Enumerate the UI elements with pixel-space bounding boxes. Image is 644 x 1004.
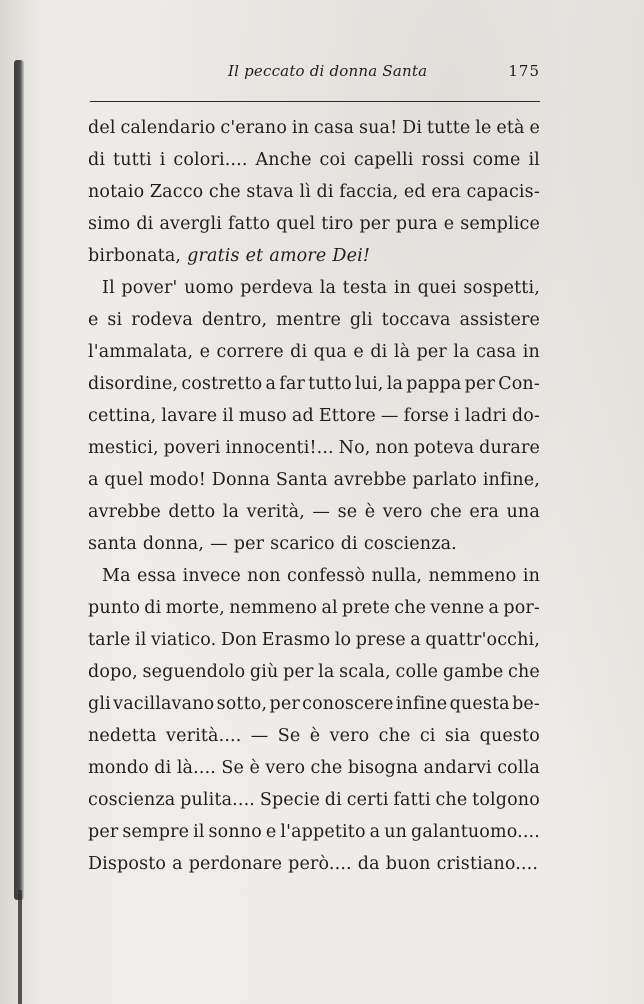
text-line: Disposto a perdonare però.... da buon cristiano.... bbox=[88, 854, 539, 874]
text-line: mondo di là.... Se è vero che bisogna andarvi colla bbox=[88, 758, 540, 778]
page-binding-shadow bbox=[14, 60, 24, 900]
text-line: mestici, poveri innocenti!... No, non poteva durare bbox=[88, 438, 540, 458]
running-title: Il peccato di donna Santa bbox=[228, 62, 428, 80]
text-line: Il pover' uomo perdeva la testa in quei sospetti, bbox=[102, 278, 540, 298]
text-line: coscienza pulita.... Specie di certi fatti che tolgono bbox=[88, 790, 540, 810]
text-line: dopo, seguendolo giù per la scala, colle gambe che bbox=[88, 662, 540, 682]
paragraph bbox=[88, 272, 540, 560]
text-line: tarle il viatico. Don Erasmo lo prese a quattr'occhi, bbox=[88, 630, 540, 650]
text-line: notaio Zacco che stava lì di faccia, ed era capacis- bbox=[88, 182, 540, 202]
text-line: del calendario c'erano in casa sua! Di tutte le età e bbox=[88, 118, 540, 138]
paragraph bbox=[88, 560, 540, 880]
page-number: 175 bbox=[508, 62, 540, 80]
body-text bbox=[88, 112, 540, 880]
text-line: a quel modo! Donna Santa avrebbe parlato infine, bbox=[88, 470, 540, 490]
text-line: simo di avergli fatto quel tiro per pura e semplice bbox=[88, 214, 540, 234]
text-line: per sempre il sonno e l'appetito a un galantuomo.... bbox=[88, 822, 540, 842]
page-binding-edge bbox=[18, 890, 22, 1004]
text-line: Ma essa invece non confessò nulla, nemmeno in bbox=[102, 566, 540, 586]
header-rule bbox=[90, 101, 540, 102]
text-line: punto di morte, nemmeno al prete che venne a por- bbox=[88, 598, 540, 618]
text-line: e si rodeva dentro, mentre gli toccava assistere bbox=[88, 310, 540, 330]
text-line: disordine, costretto a far tutto lui, la pappa per Con- bbox=[88, 374, 540, 394]
text-line: birbonata, gratis et amore Dei! bbox=[88, 246, 371, 266]
text-line: di tutti i colori.... Anche coi capelli rossi come il bbox=[88, 150, 540, 170]
text-line: santa donna, — per scarico di coscienza. bbox=[88, 534, 457, 554]
page-header bbox=[90, 60, 540, 90]
text-line: cettina, lavare il muso ad Ettore — forse i ladri do- bbox=[88, 406, 540, 426]
text-line: l'ammalata, e correre di qua e di là per la casa in bbox=[88, 342, 540, 362]
text-line: gli vacillavano sotto, per conoscere infine questa be- bbox=[88, 694, 540, 714]
paragraph bbox=[88, 112, 540, 272]
text-line: nedetta verità.... — Se è vero che ci sia questo bbox=[88, 726, 540, 746]
text-line: avrebbe detto la verità, — se è vero che era una bbox=[88, 502, 540, 522]
